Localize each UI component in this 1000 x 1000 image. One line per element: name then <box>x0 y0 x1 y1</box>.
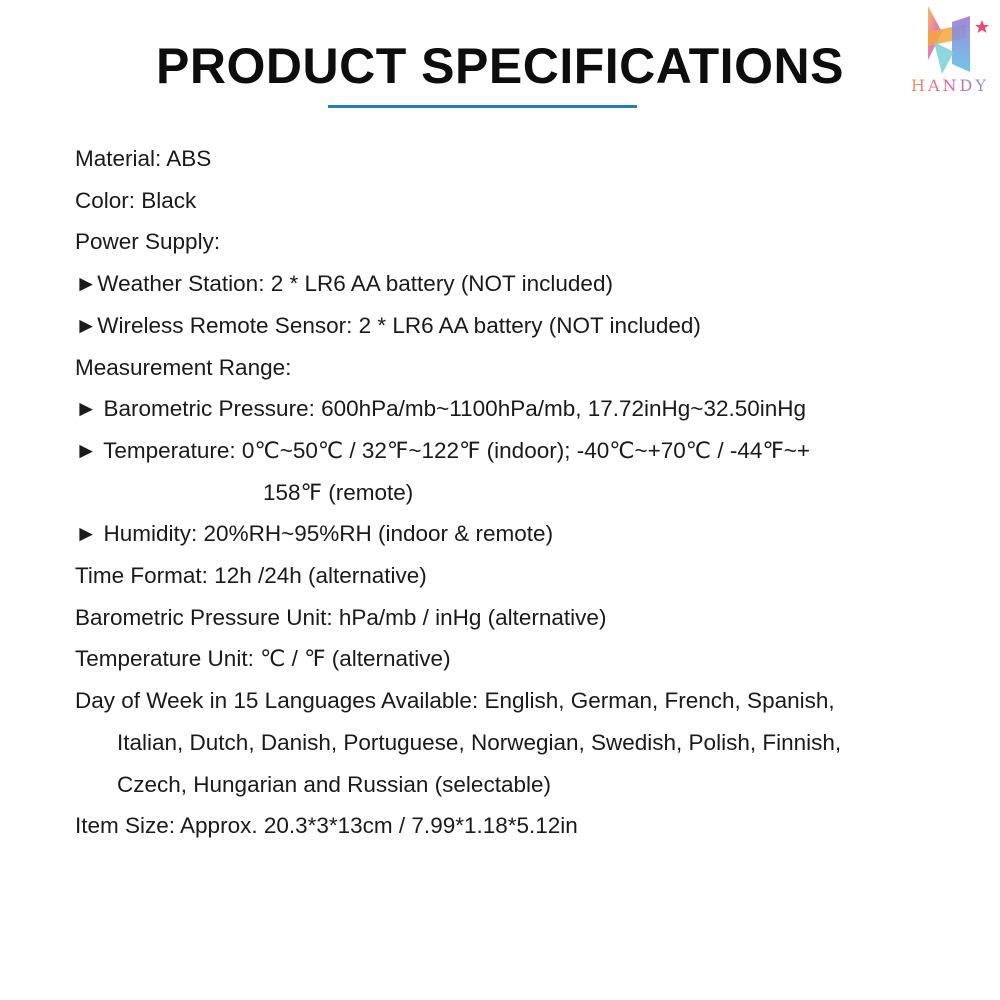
spec-languages-continued-1: Italian, Dutch, Danish, Portuguese, Norwegian, Swedish, Polish, Finnish, <box>117 729 842 755</box>
title-underline <box>328 105 637 108</box>
spec-temperature-unit: Temperature Unit: ℃ / ℉ (alternative) <box>75 646 451 672</box>
brand-logo-text: HANDY <box>902 76 998 95</box>
handy-logo-icon <box>920 2 990 76</box>
spec-material: Material: ABS <box>75 146 212 171</box>
spec-item-size: Item Size: Approx. 20.3*3*13cm / 7.99*1.18*5.12in <box>75 813 578 839</box>
spec-color: Color: Black <box>75 187 197 213</box>
page-title: PRODUCT SPECIFICATIONS <box>156 38 844 94</box>
spec-humidity: ► Humidity: 20%RH~95%RH (indoor & remote) <box>75 521 554 547</box>
spec-power-supply: Power Supply: <box>75 229 221 255</box>
spec-temperature-continued: 158℉ (remote) <box>263 479 414 505</box>
spec-barometric-pressure: ► Barometric Pressure: 600hPa/mb~1100hPa/mb, 17.72inHg~32.50inHg <box>75 396 807 422</box>
spec-list <box>75 138 955 847</box>
spec-power-remote-sensor: ►Wireless Remote Sensor: 2 * LR6 AA battery (NOT included) <box>75 312 701 338</box>
spec-languages: Day of Week in 15 Languages Available: English, German, French, Spanish, <box>75 688 835 714</box>
spec-languages-continued-2: Czech, Hungarian and Russian (selectable) <box>117 771 551 797</box>
spec-pressure-unit: Barometric Pressure Unit: hPa/mb / inHg (alternative) <box>75 604 607 630</box>
spec-time-format: Time Format: 12h /24h (alternative) <box>75 563 427 589</box>
brand-logo <box>900 2 998 94</box>
spec-temperature: ► Temperature: 0℃~50℃ / 32℉~122℉ (indoor); -40℃~+70℃ / -44℉~+ <box>75 437 811 463</box>
spec-measurement-range: Measurement Range: <box>75 354 292 380</box>
spec-power-weather-station: ►Weather Station: 2 * LR6 AA battery (NOT included) <box>75 271 613 297</box>
